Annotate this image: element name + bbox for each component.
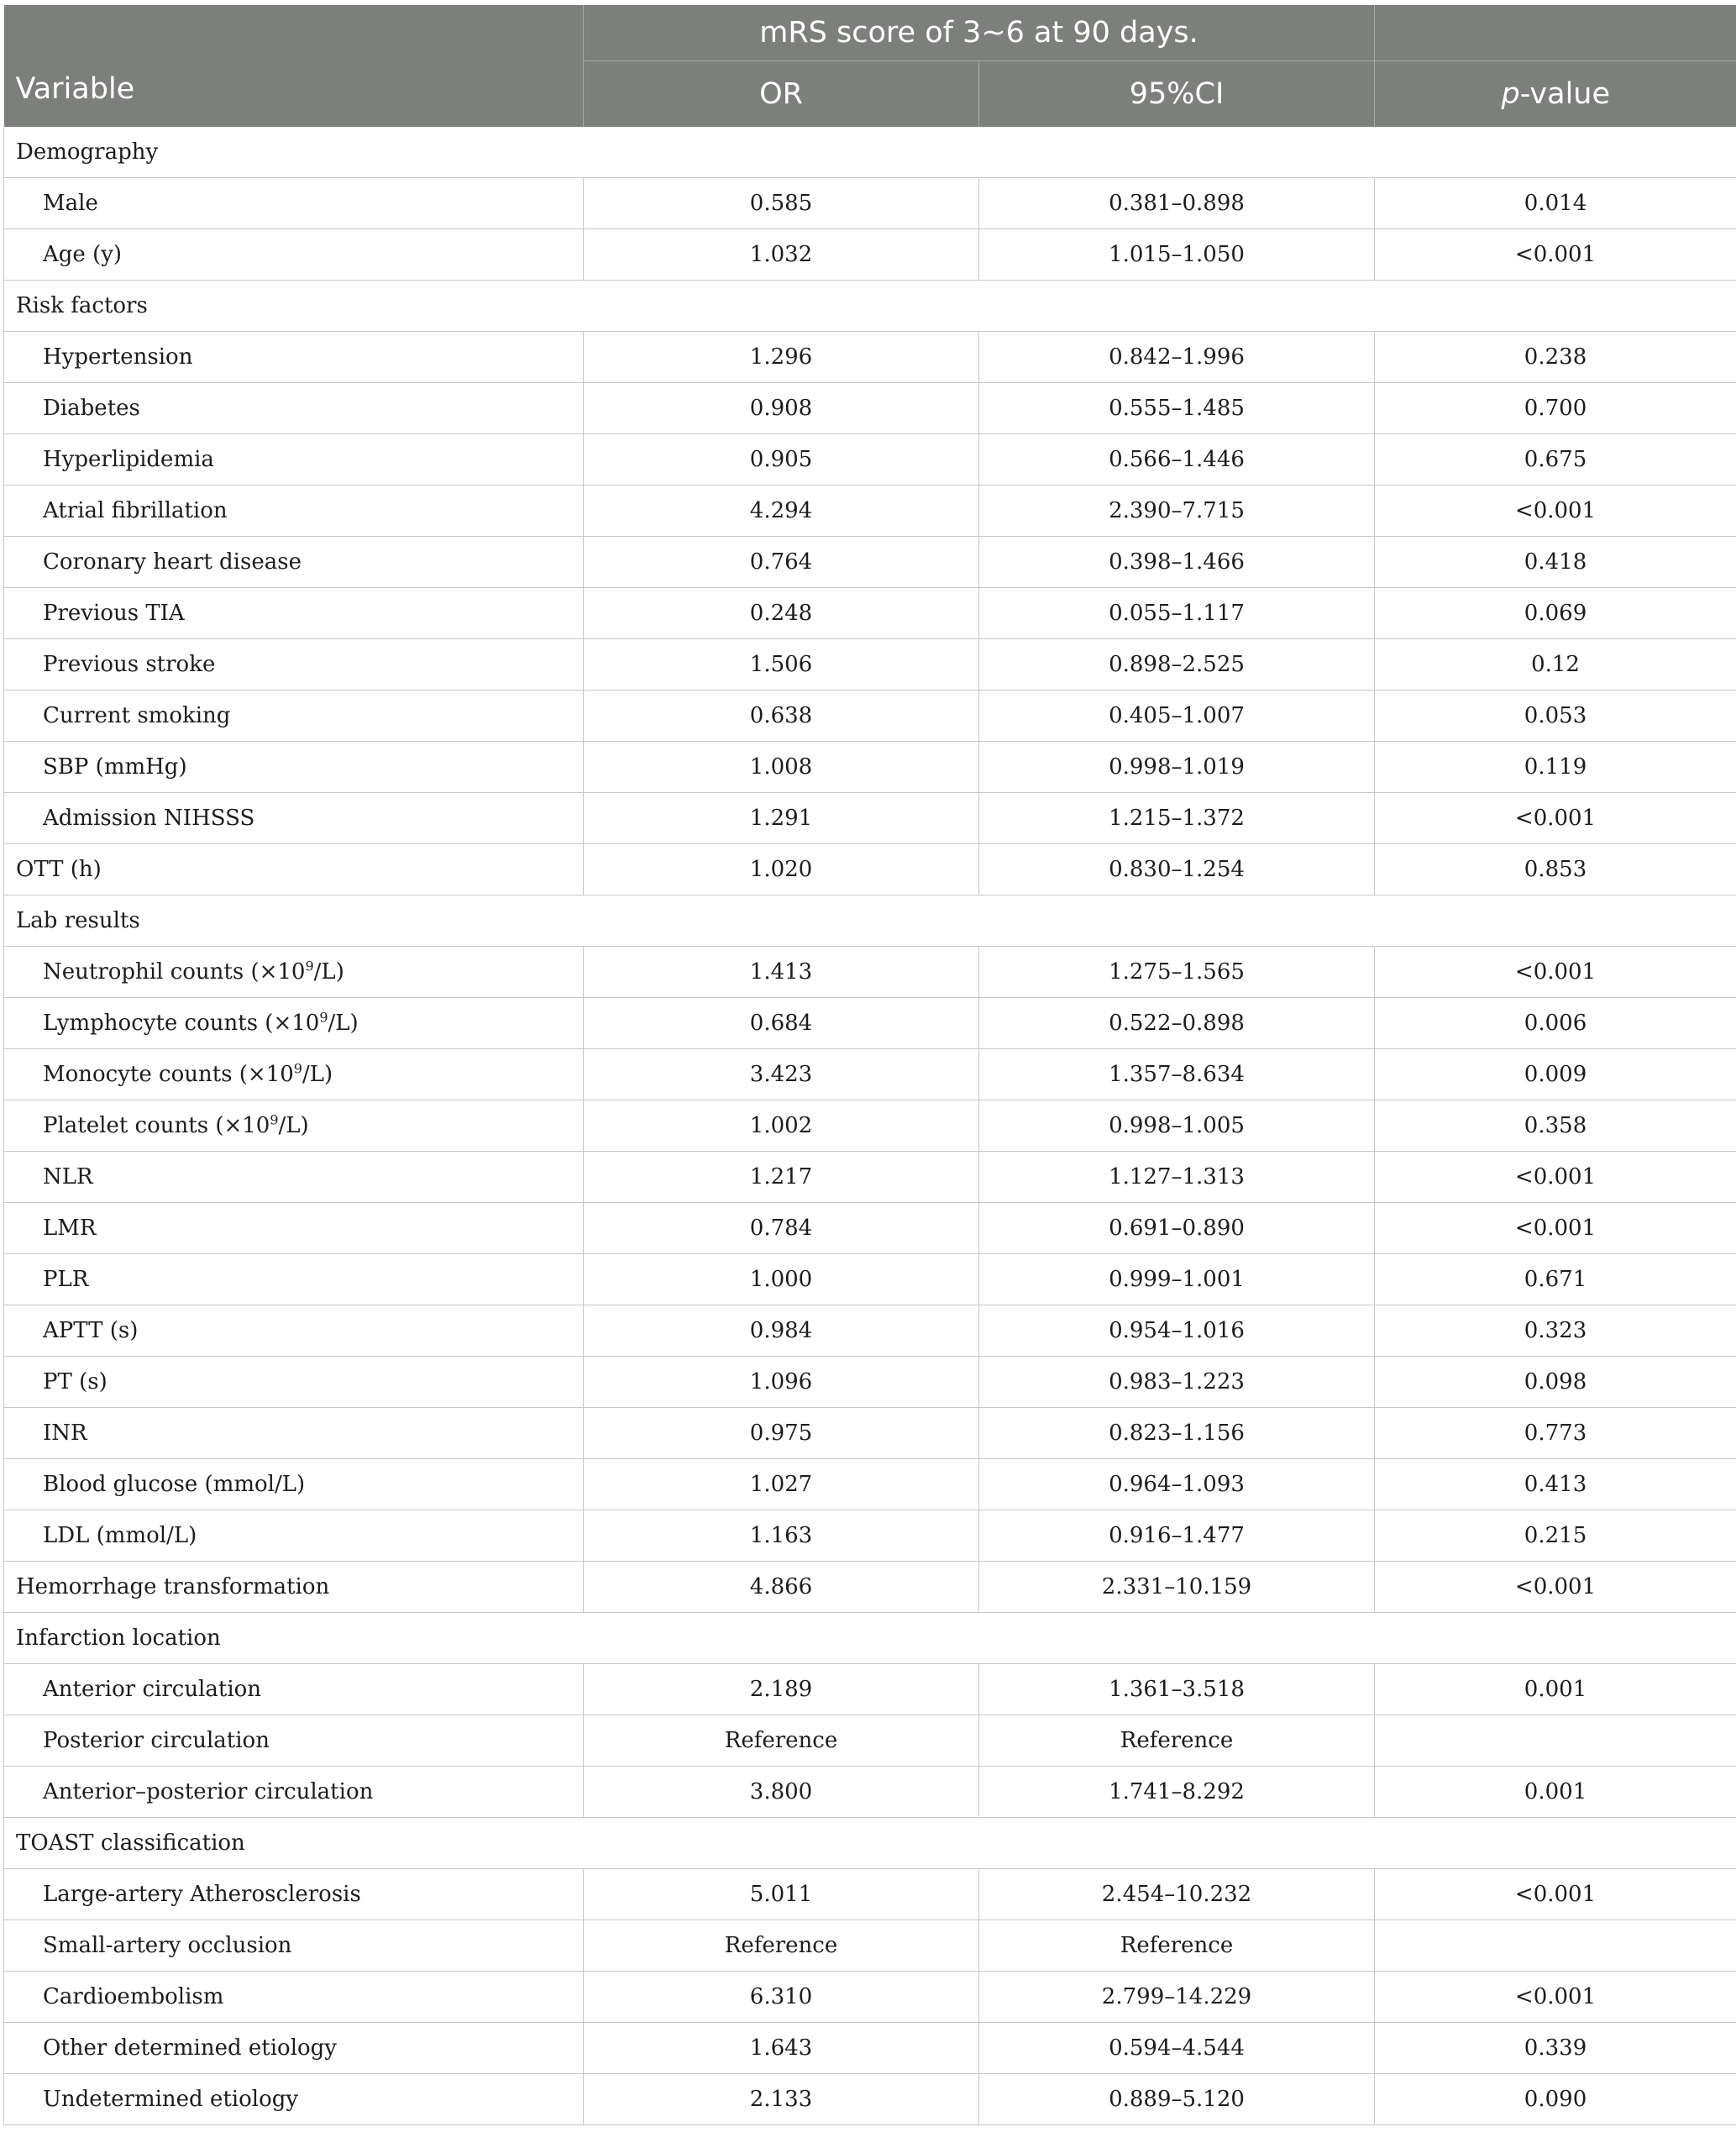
odds-ratio-cell: 2.133: [584, 2073, 979, 2124]
section-label: TOAST classification: [4, 1817, 1736, 1868]
odds-ratio-cell: 1.413: [584, 946, 979, 997]
variable-label-text: Monocyte counts (×10: [43, 1061, 294, 1087]
table-row: [4, 1305, 1736, 1356]
odds-ratio-cell: 1.506: [584, 638, 979, 690]
variable-label-unit: /L): [328, 1010, 359, 1036]
odds-ratio-cell: 0.975: [584, 1407, 979, 1458]
variable-label: NLR: [4, 1151, 584, 1202]
p-value-cell: [1375, 1920, 1736, 1971]
confidence-interval-cell: 0.381–0.898: [979, 177, 1375, 228]
table-row: [4, 1510, 1736, 1561]
confidence-interval-cell: 0.964–1.093: [979, 1458, 1375, 1510]
variable-label: PLR: [4, 1253, 584, 1305]
variable-label: Anterior–posterior circulation: [4, 1766, 584, 1817]
p-value-cell: 0.12: [1375, 638, 1736, 690]
table-row: [4, 792, 1736, 843]
table-row: [4, 177, 1736, 228]
odds-ratio-cell: 1.217: [584, 1151, 979, 1202]
variable-label: Coronary heart disease: [4, 536, 584, 587]
p-value-cell: 0.339: [1375, 2022, 1736, 2073]
variable-label: Admission NIHSSS: [4, 792, 584, 843]
variable-label: Small-artery occlusion: [4, 1920, 584, 1971]
header-ci: 95%CI: [979, 61, 1375, 127]
p-value-cell: 0.009: [1375, 1048, 1736, 1100]
header-p-value: [1375, 61, 1736, 127]
table-row: [4, 1202, 1736, 1253]
table-row: [4, 1561, 1736, 1612]
section-label: Risk factors: [4, 280, 1736, 331]
p-value-cell: 0.090: [1375, 2073, 1736, 2124]
p-value-cell: 0.001: [1375, 1663, 1736, 1715]
variable-label-text: Lymphocyte counts (×10: [43, 1010, 320, 1036]
table-row: [4, 946, 1736, 997]
confidence-interval-cell: 0.998–1.019: [979, 741, 1375, 792]
confidence-interval-cell: 1.741–8.292: [979, 1766, 1375, 1817]
confidence-interval-cell: 2.799–14.229: [979, 1971, 1375, 2022]
header-p-letter: p: [1501, 76, 1520, 111]
p-value-cell: 0.119: [1375, 741, 1736, 792]
section-row: [4, 895, 1736, 946]
variable-label-unit: /L): [302, 1061, 333, 1087]
confidence-interval-cell: 0.983–1.223: [979, 1356, 1375, 1407]
confidence-interval-cell: 0.522–0.898: [979, 997, 1375, 1048]
p-value-cell: <0.001: [1375, 1151, 1736, 1202]
header-blank-right: [1375, 5, 1736, 61]
p-value-cell: 0.215: [1375, 1510, 1736, 1561]
confidence-interval-cell: 0.999–1.001: [979, 1253, 1375, 1305]
table-row: [4, 1663, 1736, 1715]
odds-ratio-cell: 1.643: [584, 2022, 979, 2073]
confidence-interval-cell: 0.566–1.446: [979, 433, 1375, 485]
odds-ratio-cell: 1.296: [584, 331, 979, 382]
table-row: [4, 1920, 1736, 1971]
p-value-cell: 0.014: [1375, 177, 1736, 228]
odds-ratio-cell: 1.008: [584, 741, 979, 792]
confidence-interval-cell: 1.275–1.565: [979, 946, 1375, 997]
odds-ratio-cell: 0.784: [584, 1202, 979, 1253]
odds-ratio-cell: 1.002: [584, 1100, 979, 1151]
p-value-cell: 0.053: [1375, 690, 1736, 741]
variable-label: [4, 946, 584, 997]
variable-label-unit: /L): [278, 1112, 309, 1138]
variable-label: LDL (mmol/L): [4, 1510, 584, 1561]
p-value-cell: 0.098: [1375, 1356, 1736, 1407]
header-group-title: mRS score of 3~6 at 90 days.: [584, 5, 1375, 61]
variable-label: [4, 1048, 584, 1100]
variable-label-unit: /L): [313, 958, 344, 985]
p-value-cell: 0.700: [1375, 382, 1736, 433]
p-value-cell: <0.001: [1375, 946, 1736, 997]
variable-label: Blood glucose (mmol/L): [4, 1458, 584, 1510]
odds-ratio-cell: 0.585: [584, 177, 979, 228]
table-row: [4, 1407, 1736, 1458]
confidence-interval-cell: Reference: [979, 1715, 1375, 1766]
section-row: [4, 127, 1736, 178]
variable-label: OTT (h): [4, 843, 584, 895]
odds-ratio-cell: 1.027: [584, 1458, 979, 1510]
p-value-cell: 0.675: [1375, 433, 1736, 485]
p-value-cell: 0.238: [1375, 331, 1736, 382]
superscript: 9: [305, 957, 314, 974]
table-row: [4, 331, 1736, 382]
p-value-cell: 0.413: [1375, 1458, 1736, 1510]
table-row: [4, 1151, 1736, 1202]
odds-ratio-cell: 3.423: [584, 1048, 979, 1100]
odds-ratio-cell: 4.866: [584, 1561, 979, 1612]
confidence-interval-cell: 0.954–1.016: [979, 1305, 1375, 1356]
table-row: [4, 997, 1736, 1048]
table-row: [4, 587, 1736, 638]
odds-ratio-cell: 1.020: [584, 843, 979, 895]
table-header: [4, 5, 1736, 127]
p-value-cell: 0.006: [1375, 997, 1736, 1048]
table-row: [4, 1253, 1736, 1305]
table-row: [4, 382, 1736, 433]
variable-label: Posterior circulation: [4, 1715, 584, 1766]
confidence-interval-cell: 1.215–1.372: [979, 792, 1375, 843]
variable-label: [4, 997, 584, 1048]
table-row: [4, 690, 1736, 741]
odds-ratio-cell: 4.294: [584, 485, 979, 536]
p-value-cell: <0.001: [1375, 1868, 1736, 1920]
variable-label: Cardioembolism: [4, 1971, 584, 2022]
superscript: 9: [293, 1059, 302, 1076]
section-row: [4, 1817, 1736, 1868]
confidence-interval-cell: 0.555–1.485: [979, 382, 1375, 433]
p-value-cell: 0.358: [1375, 1100, 1736, 1151]
table-row: [4, 1715, 1736, 1766]
variable-label: INR: [4, 1407, 584, 1458]
odds-ratio-cell: 1.163: [584, 1510, 979, 1561]
table-row: [4, 1458, 1736, 1510]
variable-label: APTT (s): [4, 1305, 584, 1356]
variable-label: PT (s): [4, 1356, 584, 1407]
table-row: [4, 1356, 1736, 1407]
table-row: [4, 1100, 1736, 1151]
p-value-cell: 0.069: [1375, 587, 1736, 638]
p-value-cell: <0.001: [1375, 1561, 1736, 1612]
p-value-cell: 0.671: [1375, 1253, 1736, 1305]
confidence-interval-cell: 1.361–3.518: [979, 1663, 1375, 1715]
confidence-interval-cell: Reference: [979, 1920, 1375, 1971]
confidence-interval-cell: 0.998–1.005: [979, 1100, 1375, 1151]
confidence-interval-cell: 2.454–10.232: [979, 1868, 1375, 1920]
odds-ratio-cell: 0.984: [584, 1305, 979, 1356]
odds-ratio-cell: Reference: [584, 1920, 979, 1971]
confidence-interval-cell: 0.594–4.544: [979, 2022, 1375, 2073]
odds-ratio-cell: 0.248: [584, 587, 979, 638]
odds-ratio-cell: 2.189: [584, 1663, 979, 1715]
confidence-interval-cell: 1.015–1.050: [979, 228, 1375, 280]
variable-label: Current smoking: [4, 690, 584, 741]
table-row: [4, 2022, 1736, 2073]
odds-ratio-cell: 0.905: [584, 433, 979, 485]
variable-label: Large-artery Atherosclerosis: [4, 1868, 584, 1920]
p-value-cell: <0.001: [1375, 792, 1736, 843]
section-label: Lab results: [4, 895, 1736, 946]
results-table: [3, 5, 1736, 2125]
odds-ratio-cell: 1.096: [584, 1356, 979, 1407]
confidence-interval-cell: 0.398–1.466: [979, 536, 1375, 587]
variable-label: LMR: [4, 1202, 584, 1253]
variable-label: Hemorrhage transformation: [4, 1561, 584, 1612]
variable-label: [4, 1100, 584, 1151]
table-row: [4, 1048, 1736, 1100]
table-row: [4, 433, 1736, 485]
table-row: [4, 1868, 1736, 1920]
confidence-interval-cell: 2.331–10.159: [979, 1561, 1375, 1612]
confidence-interval-cell: 0.823–1.156: [979, 1407, 1375, 1458]
variable-label: Hyperlipidemia: [4, 433, 584, 485]
odds-ratio-cell: 0.764: [584, 536, 979, 587]
header-blank: [4, 5, 584, 61]
variable-label: SBP (mmHg): [4, 741, 584, 792]
table-row: [4, 485, 1736, 536]
table-body: [4, 127, 1736, 2125]
variable-label: Diabetes: [4, 382, 584, 433]
table-row: [4, 228, 1736, 280]
p-value-cell: 0.418: [1375, 536, 1736, 587]
variable-label: Undetermined etiology: [4, 2073, 584, 2124]
variable-label: Previous stroke: [4, 638, 584, 690]
table-row: [4, 1766, 1736, 1817]
table-row: [4, 536, 1736, 587]
confidence-interval-cell: 0.691–0.890: [979, 1202, 1375, 1253]
table-row: [4, 638, 1736, 690]
odds-ratio-cell: 5.011: [584, 1868, 979, 1920]
odds-ratio-cell: 1.000: [584, 1253, 979, 1305]
odds-ratio-cell: 3.800: [584, 1766, 979, 1817]
header-or: OR: [584, 61, 979, 127]
confidence-interval-cell: 2.390–7.715: [979, 485, 1375, 536]
p-value-cell: [1375, 1715, 1736, 1766]
variable-label: Male: [4, 177, 584, 228]
header-variable: Variable: [4, 61, 584, 127]
p-value-cell: 0.853: [1375, 843, 1736, 895]
superscript: 9: [319, 1008, 328, 1025]
p-value-cell: <0.001: [1375, 1202, 1736, 1253]
variable-label: Age (y): [4, 228, 584, 280]
odds-ratio-cell: 6.310: [584, 1971, 979, 2022]
odds-ratio-cell: 0.638: [584, 690, 979, 741]
p-value-cell: 0.001: [1375, 1766, 1736, 1817]
confidence-interval-cell: 0.889–5.120: [979, 2073, 1375, 2124]
odds-ratio-cell: 0.908: [584, 382, 979, 433]
confidence-interval-cell: 0.842–1.996: [979, 331, 1375, 382]
variable-label-text: Platelet counts (×10: [43, 1112, 270, 1138]
section-row: [4, 1612, 1736, 1663]
p-value-cell: 0.773: [1375, 1407, 1736, 1458]
p-value-cell: <0.001: [1375, 485, 1736, 536]
superscript: 9: [270, 1111, 279, 1127]
section-label: Infarction location: [4, 1612, 1736, 1663]
variable-label: Hypertension: [4, 331, 584, 382]
section-label: Demography: [4, 127, 1736, 178]
confidence-interval-cell: 0.898–2.525: [979, 638, 1375, 690]
confidence-interval-cell: 0.830–1.254: [979, 843, 1375, 895]
confidence-interval-cell: 1.127–1.313: [979, 1151, 1375, 1202]
confidence-interval-cell: 0.405–1.007: [979, 690, 1375, 741]
table-row: [4, 741, 1736, 792]
p-value-cell: 0.323: [1375, 1305, 1736, 1356]
confidence-interval-cell: 1.357–8.634: [979, 1048, 1375, 1100]
section-row: [4, 280, 1736, 331]
confidence-interval-cell: 0.055–1.117: [979, 587, 1375, 638]
variable-label: Anterior circulation: [4, 1663, 584, 1715]
odds-ratio-cell: 1.032: [584, 228, 979, 280]
p-value-cell: <0.001: [1375, 228, 1736, 280]
header-p-suffix: -value: [1519, 76, 1611, 111]
table-row: [4, 1971, 1736, 2022]
variable-label: Other determined etiology: [4, 2022, 584, 2073]
table-row: [4, 2073, 1736, 2124]
variable-label: Atrial fibrillation: [4, 485, 584, 536]
variable-label: Previous TIA: [4, 587, 584, 638]
odds-ratio-cell: 1.291: [584, 792, 979, 843]
table-row: [4, 843, 1736, 895]
odds-ratio-cell: Reference: [584, 1715, 979, 1766]
variable-label-text: Neutrophil counts (×10: [43, 958, 306, 985]
confidence-interval-cell: 0.916–1.477: [979, 1510, 1375, 1561]
odds-ratio-cell: 0.684: [584, 997, 979, 1048]
p-value-cell: <0.001: [1375, 1971, 1736, 2022]
